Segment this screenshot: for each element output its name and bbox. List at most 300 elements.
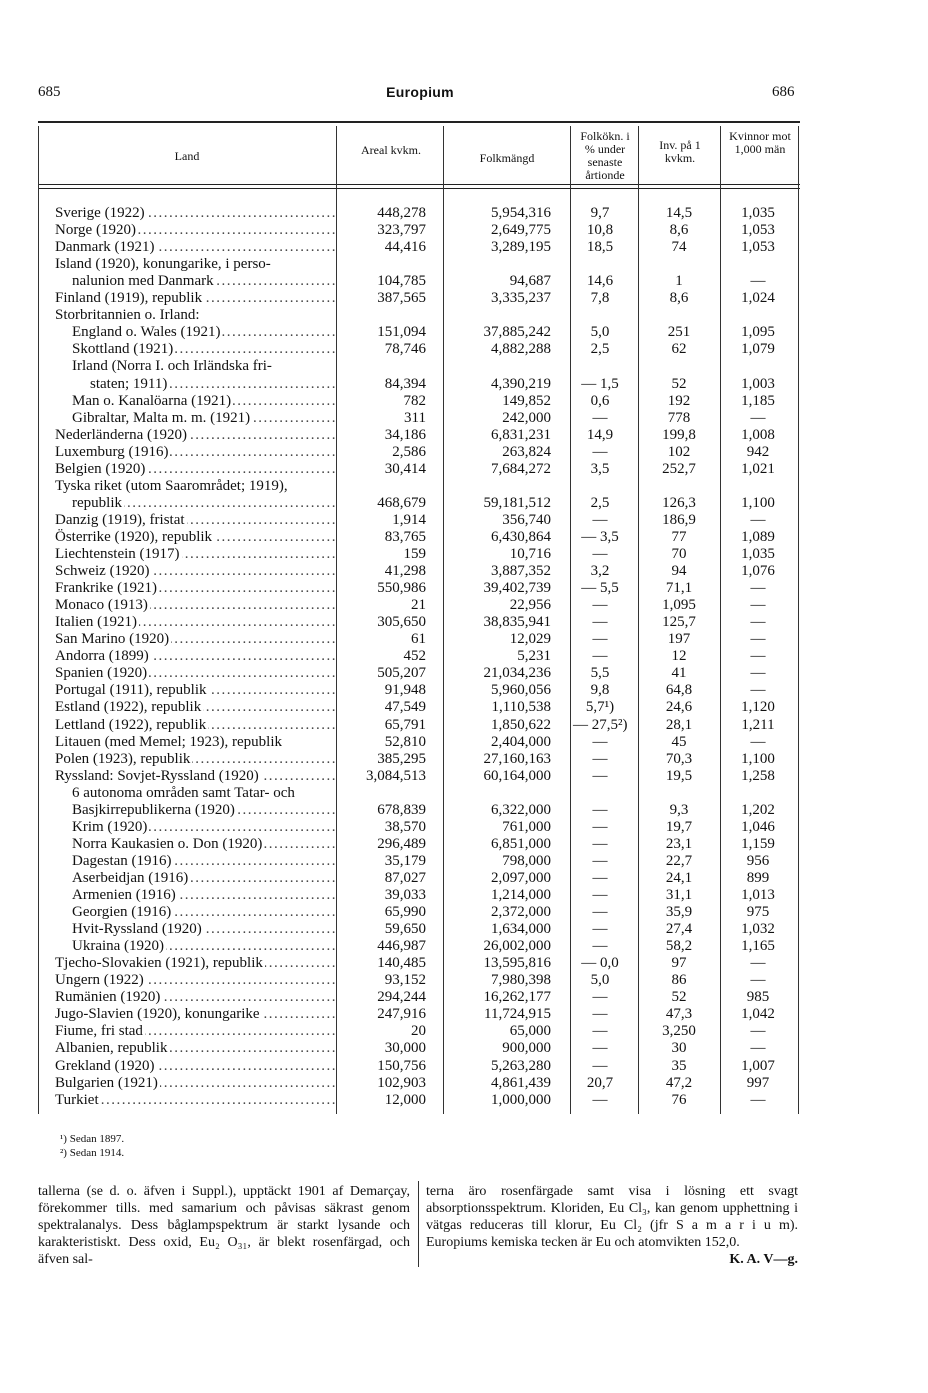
cell-kv: — xyxy=(750,597,766,614)
cell-land xyxy=(55,1092,337,1109)
table-row xyxy=(0,972,928,989)
cell-areal: 83,765 xyxy=(384,528,426,545)
cell-kv: 1,007 xyxy=(741,1057,775,1074)
cell-areal: 65,990 xyxy=(384,904,426,921)
cell-land-label: Gibraltar, Malta m. m. (1921) xyxy=(72,409,251,426)
cell-land xyxy=(55,427,337,444)
cell-inv: 62 xyxy=(671,341,687,358)
cell-areal: 452 xyxy=(403,648,426,665)
cell-okn: — xyxy=(592,597,608,614)
cell-folk: 2,097,000 xyxy=(491,869,551,886)
cell-land xyxy=(55,546,337,563)
signature: K. A. V—g. xyxy=(729,1252,798,1267)
col-header-folk: Folkmängd xyxy=(479,151,535,165)
cell-inv: 77 xyxy=(671,528,687,545)
cell-land xyxy=(90,376,337,393)
cell-areal: 247,916 xyxy=(377,1006,426,1023)
cell-areal: 3,084,513 xyxy=(366,767,426,784)
table-row xyxy=(0,478,928,495)
cell-inv: 86 xyxy=(671,972,687,989)
cell-land-label: Rumänien (1920) xyxy=(55,989,161,1006)
cell-land xyxy=(55,205,337,222)
cell-folk: 13,595,816 xyxy=(483,955,551,972)
cell-okn: 9,8 xyxy=(590,682,610,699)
cell-land-label: Ungern (1922) xyxy=(55,972,144,989)
cell-folk: 6,322,000 xyxy=(491,801,551,818)
cell-okn: 14,9 xyxy=(586,426,614,443)
cell-land xyxy=(55,256,337,273)
cell-inv: 47,2 xyxy=(665,1074,693,1091)
cell-inv: 35 xyxy=(671,1057,687,1074)
cell-okn: 10,8 xyxy=(586,222,614,239)
cell-kv: — xyxy=(750,409,766,426)
cell-land xyxy=(55,699,337,716)
table-row xyxy=(0,580,928,597)
cell-kv: 942 xyxy=(746,443,770,460)
cell-okn: — 3,5 xyxy=(581,528,619,545)
cell-okn: — xyxy=(592,1040,608,1057)
cell-folk: 4,882,288 xyxy=(491,341,551,358)
cell-areal: 296,489 xyxy=(377,835,426,852)
table-row xyxy=(0,751,928,768)
cell-folk: 4,861,439 xyxy=(491,1074,551,1091)
cell-okn: 5,0 xyxy=(590,324,610,341)
cell-land-label: Man o. Kanalöarna (1921) xyxy=(72,392,232,409)
cell-folk: 7,684,272 xyxy=(491,460,551,477)
cell-kv: 1,053 xyxy=(741,239,775,256)
cell-folk: 1,850,622 xyxy=(491,716,551,733)
cell-inv: 19,5 xyxy=(665,767,693,784)
table-row xyxy=(0,648,928,665)
cell-kv: 1,100 xyxy=(741,750,775,767)
cell-okn: — xyxy=(592,852,608,869)
cell-areal: 35,179 xyxy=(384,852,426,869)
cell-land-label: Norge (1920) xyxy=(55,222,136,239)
table-row xyxy=(0,563,928,580)
cell-kv: — xyxy=(750,580,766,597)
cell-land-label: republik xyxy=(72,494,122,511)
col-header-land: Land xyxy=(174,149,200,163)
cell-okn: — xyxy=(592,818,608,835)
cell-land-label: Luxemburg (1916) xyxy=(55,443,169,460)
table-head-rule xyxy=(38,184,800,185)
cell-okn: — 5,5 xyxy=(581,580,619,597)
table-row xyxy=(0,904,928,921)
table-row xyxy=(0,614,928,631)
cell-land-label: Polen (1923), republik xyxy=(55,750,191,767)
cell-kv: — xyxy=(750,648,766,665)
cell-okn: — xyxy=(592,921,608,938)
table-row xyxy=(0,1075,928,1092)
col-header-okning: Folkökn. i % under senaste årtionde xyxy=(580,129,630,182)
cell-folk: 263,824 xyxy=(502,443,551,460)
cell-inv: 70 xyxy=(671,546,687,562)
cell-inv: 28,1 xyxy=(665,716,693,733)
cell-folk: 6,430,864 xyxy=(491,528,551,545)
cell-folk: 59,181,512 xyxy=(483,494,551,511)
cell-folk: 4,390,219 xyxy=(491,375,551,392)
table-row xyxy=(0,512,928,529)
cell-land-label: Nederländerna (1920) xyxy=(55,426,188,443)
page-number-right: 686 xyxy=(772,84,795,100)
cell-areal: 30,000 xyxy=(384,1040,426,1057)
cell-areal: 84,394 xyxy=(384,375,426,392)
cell-land-label: Liechtenstein (1917) xyxy=(55,546,180,562)
cell-kv: 1,185 xyxy=(741,392,775,409)
cell-land-label: Lettland (1922), republik xyxy=(55,716,207,733)
table-row xyxy=(0,717,928,734)
table-row xyxy=(0,273,928,290)
table-row xyxy=(0,1092,928,1109)
table-row xyxy=(0,495,928,512)
cell-areal: 150,756 xyxy=(377,1057,426,1074)
cell-folk: 5,231 xyxy=(517,648,551,665)
cell-folk: 798,000 xyxy=(502,852,551,869)
cell-okn: — xyxy=(592,989,608,1006)
cell-folk: 12,029 xyxy=(509,631,551,648)
cell-kv: — xyxy=(750,1023,766,1040)
cell-areal: 61 xyxy=(411,631,426,648)
cell-inv: 27,4 xyxy=(665,921,693,938)
cell-land-label: Basjkirrepublikerna (1920) xyxy=(72,801,235,818)
cell-land-label: Krim (1920) xyxy=(72,818,148,835)
cell-land xyxy=(55,597,337,614)
cell-okn: — xyxy=(592,1023,608,1040)
cell-areal: 782 xyxy=(403,392,426,409)
cell-kv: — xyxy=(750,733,766,750)
cell-areal: 446,987 xyxy=(377,938,426,955)
cell-folk: 1,000,000 xyxy=(491,1091,551,1108)
cell-land xyxy=(72,393,337,410)
page-title: Europium xyxy=(386,84,454,100)
cell-okn: — xyxy=(592,631,608,648)
cell-folk: 37,885,242 xyxy=(483,324,551,341)
cell-kv: 1,100 xyxy=(741,494,775,511)
cell-folk: 761,000 xyxy=(502,818,551,835)
cell-folk: 5,263,280 xyxy=(491,1057,551,1074)
cell-kv: 1,035 xyxy=(741,546,775,562)
cell-land xyxy=(72,802,337,819)
cell-okn: 5,0 xyxy=(590,972,610,989)
cell-areal: 151,094 xyxy=(377,324,426,341)
cell-land xyxy=(55,972,337,989)
cell-kv: 1,165 xyxy=(741,938,775,955)
cell-land xyxy=(55,989,337,1006)
cell-inv: 126,3 xyxy=(662,494,696,511)
cell-inv: 58,2 xyxy=(665,938,693,955)
cell-folk: 2,649,775 xyxy=(491,222,551,239)
cell-land-label: Monaco (1913) xyxy=(55,597,148,614)
cell-kv: 899 xyxy=(746,869,770,886)
cell-folk: 94,687 xyxy=(509,273,551,290)
cell-land xyxy=(55,444,337,461)
cell-kv: 1,202 xyxy=(741,801,775,818)
cell-folk: 38,835,941 xyxy=(483,614,551,631)
cell-folk: 21,034,236 xyxy=(483,665,551,682)
cell-land xyxy=(55,1006,337,1023)
table-row xyxy=(0,427,928,444)
cell-inv: 76 xyxy=(671,1091,687,1108)
cell-folk: 26,002,000 xyxy=(483,938,551,955)
cell-land xyxy=(55,648,337,665)
cell-inv: 64,8 xyxy=(665,682,693,699)
cell-inv: 52 xyxy=(671,375,687,392)
cell-folk: 27,160,163 xyxy=(483,750,551,767)
table-row xyxy=(0,734,928,751)
footnote-2: ²) Sedan 1914. xyxy=(60,1147,125,1159)
cell-inv: 3,250 xyxy=(662,1023,696,1040)
table-row xyxy=(0,307,928,324)
cell-land xyxy=(55,239,337,256)
cell-folk: 6,831,231 xyxy=(491,426,551,443)
cell-kv: 1,032 xyxy=(741,921,775,938)
cell-kv: — xyxy=(750,511,766,528)
cell-folk: 65,000 xyxy=(509,1023,551,1040)
cell-okn: — xyxy=(592,614,608,631)
cell-land xyxy=(55,512,337,529)
cell-okn: — xyxy=(592,546,608,562)
cell-okn: — xyxy=(592,750,608,767)
cell-areal: 38,570 xyxy=(384,818,426,835)
cell-folk: 22,956 xyxy=(509,597,551,614)
cell-inv: 97 xyxy=(671,955,687,972)
cell-land xyxy=(55,955,337,972)
cell-inv: 23,1 xyxy=(665,835,693,852)
cell-land-label: Albanien, republik xyxy=(55,1040,168,1057)
cell-folk: 5,954,316 xyxy=(491,205,551,221)
cell-okn: — 27,5²) xyxy=(573,716,628,733)
cell-areal: 305,650 xyxy=(377,614,426,631)
cell-okn: — xyxy=(592,409,608,426)
cell-folk: 2,372,000 xyxy=(491,904,551,921)
table-row xyxy=(0,699,928,716)
cell-land xyxy=(72,853,337,870)
cell-kv: 1,211 xyxy=(741,716,775,733)
cell-kv: — xyxy=(750,1040,766,1057)
cell-land-label: Georgien (1916) xyxy=(72,904,172,921)
cell-areal: 47,549 xyxy=(384,699,426,716)
cell-areal: 387,565 xyxy=(377,290,426,307)
cell-land xyxy=(72,938,337,955)
cell-land-label: Norra Kaukasien o. Don (1920) xyxy=(72,835,263,852)
cell-kv: 1,076 xyxy=(741,563,775,580)
cell-inv: 252,7 xyxy=(662,460,696,477)
cell-inv: 31,1 xyxy=(665,887,693,903)
cell-inv: 70,3 xyxy=(665,750,693,767)
table-row xyxy=(0,546,928,563)
table-row xyxy=(0,393,928,410)
cell-areal: 21 xyxy=(411,597,426,614)
cell-land xyxy=(55,529,337,546)
cell-kv: 1,008 xyxy=(741,426,775,443)
cell-land-label: Portugal (1911), republik xyxy=(55,682,207,699)
cell-folk: 356,740 xyxy=(502,511,551,528)
cell-folk: 39,402,739 xyxy=(483,580,551,597)
cell-land-label: Estland (1922), republik xyxy=(55,699,202,716)
table-row xyxy=(0,887,928,904)
cell-inv: 22,7 xyxy=(665,852,693,869)
cell-land xyxy=(55,563,337,580)
cell-land-label: Schweiz (1920) xyxy=(55,563,150,580)
cell-kv: 1,003 xyxy=(741,375,775,392)
cell-areal: 39,033 xyxy=(384,887,426,903)
col-header-kvinnor: Kvinnor mot 1,000 män xyxy=(729,129,791,156)
cell-inv: 14,5 xyxy=(665,205,693,221)
cell-okn: — xyxy=(592,648,608,665)
cell-okn: 7,8 xyxy=(590,290,610,307)
footnote-1: ¹) Sedan 1897. xyxy=(60,1133,125,1145)
cell-okn: 2,5 xyxy=(590,341,610,358)
cell-folk: 60,164,000 xyxy=(483,767,551,784)
cell-land-label: Finland (1919), republik xyxy=(55,290,203,307)
cell-land xyxy=(55,1058,337,1075)
cell-land-label: Jugo-Slavien (1920), konungarike xyxy=(55,1006,260,1023)
cell-land xyxy=(72,785,337,802)
cell-folk: 1,634,000 xyxy=(491,921,551,938)
cell-land-label: Danmark (1921) xyxy=(55,239,155,256)
cell-inv: 19,7 xyxy=(665,818,693,835)
cell-okn: 3,2 xyxy=(590,563,610,580)
cell-okn: — 1,5 xyxy=(581,375,619,392)
cell-land xyxy=(55,1023,337,1040)
cell-inv: 41 xyxy=(671,665,687,682)
table-top-rule xyxy=(38,121,800,123)
cell-land-label: Island (1920), konungarike, i perso- xyxy=(55,256,271,273)
cell-folk: 3,335,237 xyxy=(491,290,551,307)
cell-inv: 94 xyxy=(671,563,687,580)
cell-land xyxy=(72,324,337,341)
cell-land xyxy=(72,410,337,427)
cell-land-label: Skottland (1921) xyxy=(72,341,174,358)
cell-land xyxy=(55,461,337,478)
cell-kv: — xyxy=(750,614,766,631)
cell-folk: 242,000 xyxy=(502,409,551,426)
cell-land-label: Grekland (1920) xyxy=(55,1057,155,1074)
cell-areal: 59,650 xyxy=(384,921,426,938)
cell-inv: 125,7 xyxy=(662,614,696,631)
cell-kv: 1,079 xyxy=(741,341,775,358)
cell-areal: 323,797 xyxy=(377,222,426,239)
cell-areal: 159 xyxy=(403,546,426,562)
cell-kv: — xyxy=(750,682,766,699)
cell-okn: 3,5 xyxy=(590,460,610,477)
table-row xyxy=(0,989,928,1006)
cell-inv: 1,095 xyxy=(662,597,696,614)
table-row xyxy=(0,222,928,239)
cell-okn: 20,7 xyxy=(586,1074,614,1091)
cell-kv: 1,258 xyxy=(741,767,775,784)
cell-areal: 311 xyxy=(404,409,426,426)
cell-areal: 44,416 xyxy=(384,239,426,256)
cell-areal: 93,152 xyxy=(384,972,426,989)
cell-land-label: Ukraina (1920) xyxy=(72,938,165,955)
table-row xyxy=(0,256,928,273)
table-row xyxy=(0,631,928,648)
table-row xyxy=(0,529,928,546)
cell-land-label: Spanien (1920) xyxy=(55,665,148,682)
cell-inv: 197 xyxy=(667,631,691,648)
cell-okn: — xyxy=(592,767,608,784)
cell-land-label: Litauen (med Memel; 1923), republik xyxy=(55,733,283,750)
cell-okn: 18,5 xyxy=(586,239,614,256)
table-row xyxy=(0,324,928,341)
cell-land-label: Hvit-Ryssland (1920) xyxy=(72,921,202,938)
cell-okn: — xyxy=(592,835,608,852)
cell-land-label: Tjecho-Slovakien (1921), republik xyxy=(55,955,263,972)
cell-land-label: Frankrike (1921) xyxy=(55,580,158,597)
cell-land xyxy=(55,290,337,307)
body-text-right xyxy=(426,1183,798,1268)
table-row xyxy=(0,1006,928,1023)
cell-land-label: 6 autonoma områden samt Tatar- och xyxy=(72,784,295,801)
cell-areal: 30,414 xyxy=(384,460,426,477)
cell-kv: 1,120 xyxy=(741,699,775,716)
cell-land xyxy=(55,734,337,751)
cell-land-label: Armenien (1916) xyxy=(72,887,176,903)
cell-okn: — xyxy=(592,733,608,750)
cell-land-label: nalunion med Danmark xyxy=(72,273,214,290)
cell-inv: 12 xyxy=(671,648,687,665)
table-row xyxy=(0,955,928,972)
cell-areal: 12,000 xyxy=(384,1091,426,1108)
cell-inv: 102 xyxy=(667,443,691,460)
cell-kv: 1,053 xyxy=(741,222,775,239)
cell-inv: 9,3 xyxy=(669,801,689,818)
cell-land xyxy=(55,580,337,597)
cell-areal: 34,186 xyxy=(384,426,426,443)
cell-land-label: England o. Wales (1921) xyxy=(72,324,221,341)
table-row xyxy=(0,682,928,699)
cell-land-label: Irland (Norra I. och Irländska fri- xyxy=(72,358,272,375)
cell-kv: 1,042 xyxy=(741,1006,775,1023)
cell-kv: 1,035 xyxy=(741,205,775,221)
cell-okn: — xyxy=(592,938,608,955)
table-row xyxy=(0,921,928,938)
cell-folk: 149,852 xyxy=(502,392,551,409)
cell-inv: 8,6 xyxy=(669,222,689,239)
cell-land-label: Dagestan (1916) xyxy=(72,852,172,869)
cell-land xyxy=(55,222,337,239)
cell-areal: 104,785 xyxy=(377,273,426,290)
cell-kv: 1,046 xyxy=(741,818,775,835)
cell-kv: — xyxy=(750,631,766,648)
cell-inv: 52 xyxy=(671,989,687,1006)
cell-land-label: Turkiet xyxy=(55,1091,99,1108)
cell-okn: 5,7¹) xyxy=(585,699,615,716)
cell-land xyxy=(55,682,337,699)
table-row xyxy=(0,461,928,478)
cell-inv: 186,9 xyxy=(662,511,696,528)
cell-kv: 1,159 xyxy=(741,835,775,852)
column-divider-text xyxy=(418,1181,419,1267)
cell-kv: — xyxy=(750,273,766,290)
cell-areal: 52,810 xyxy=(384,733,426,750)
table-row xyxy=(0,239,928,256)
cell-land xyxy=(55,307,337,324)
cell-okn: — xyxy=(592,801,608,818)
cell-okn: 0,6 xyxy=(590,392,610,409)
cell-okn: 5,5 xyxy=(590,665,610,682)
cell-land-label: Fiume, fri stad xyxy=(55,1023,143,1040)
table-row xyxy=(0,819,928,836)
cell-areal: 385,295 xyxy=(377,750,426,767)
cell-okn: — xyxy=(592,443,608,460)
cell-folk: 5,960,056 xyxy=(491,682,551,699)
cell-areal: 20 xyxy=(411,1023,426,1040)
cell-kv: 1,024 xyxy=(741,290,775,307)
cell-inv: 45 xyxy=(671,733,687,750)
cell-areal: 550,986 xyxy=(377,580,426,597)
